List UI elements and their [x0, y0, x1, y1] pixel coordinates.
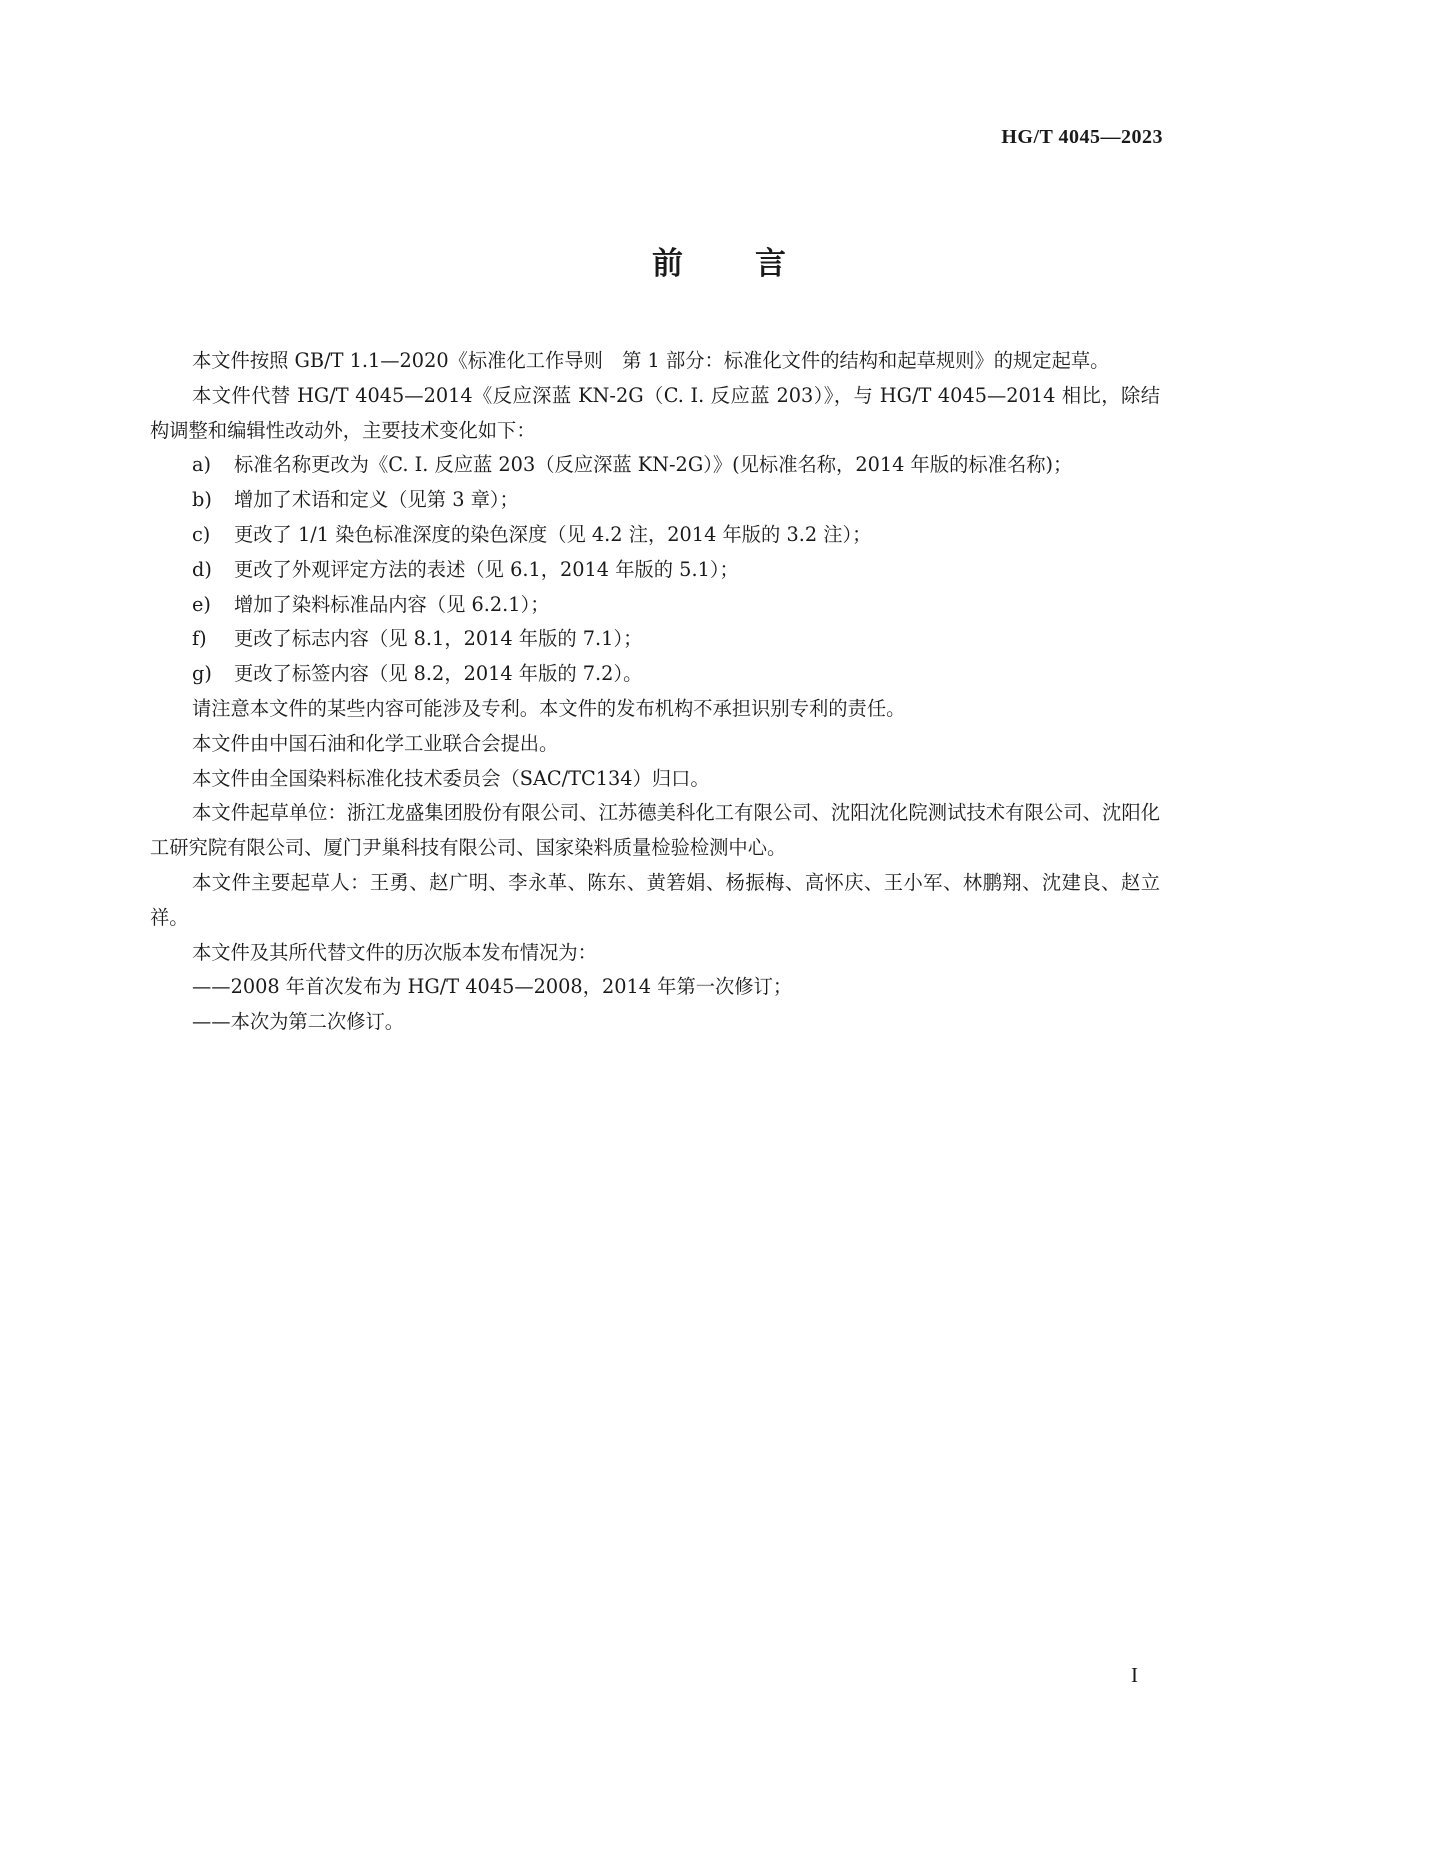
changes-list [150, 448, 1160, 692]
list-item-text: 更改了标签内容（见 8.2，2014 年版的 7.2）。 [234, 662, 643, 686]
history-item: ——本次为第二次修订。 [192, 1010, 405, 1034]
list-item [150, 657, 1160, 692]
list-item [150, 588, 1160, 623]
paragraph-patent-notice: 请注意本文件的某些内容可能涉及专利。本文件的发布机构不承担识别专利的责任。 [192, 696, 906, 720]
list-item-text: 更改了标志内容（见 8.1，2014 年版的 7.1）； [234, 627, 643, 651]
title-char-2: 言 [755, 246, 786, 282]
preface-body [150, 344, 1160, 1040]
list-item-mark: g) [192, 662, 212, 686]
paragraph-drafting-rules: 本文件按照 GB/T 1.1—2020《标准化工作导则 第 1 部分：标准化文件的结构和起草规则》的规定起草。 [192, 349, 1110, 372]
paragraph-drafting-units: 本文件起草单位：浙江龙盛集团股份有限公司、江苏德美科化工有限公司、沈阳沈化院测试技术有限公司、沈阳化工研究院有限公司、厦门尹巢科技有限公司、国家染料质量检验检测中心。 [150, 801, 1160, 860]
list-item-text: 更改了外观评定方法的表述（见 6.1，2014 年版的 5.1）； [234, 557, 739, 581]
list-item-mark: c) [192, 522, 211, 546]
paragraph-history-intro: 本文件及其所代替文件的历次版本发布情况为： [192, 940, 597, 964]
list-item-text: 增加了染料标准品内容（见 6.2.1）； [234, 592, 550, 616]
history-item: ——2008 年首次发布为 HG/T 4045—2008，2014 年第一次修订； [192, 975, 793, 999]
list-item-mark: e) [192, 592, 211, 616]
list-item-mark: a) [192, 453, 212, 477]
page-number: I [1131, 1663, 1138, 1687]
list-item [150, 518, 1160, 553]
list-item-mark: f) [192, 627, 207, 651]
list-item-text: 增加了术语和定义（见第 3 章）； [234, 488, 519, 512]
list-item [150, 553, 1160, 588]
paragraph-drafters: 本文件主要起草人：王勇、赵广明、李永革、陈东、黄箬娟、杨振梅、高怀庆、王小军、林鹏翔、沈建良、赵立祥。 [150, 870, 1160, 929]
page-title [0, 238, 1438, 283]
list-item-mark: d) [192, 557, 212, 581]
list-item [150, 483, 1160, 518]
title-char-1: 前 [652, 246, 683, 282]
paragraph-proposed-by: 本文件由中国石油和化学工业联合会提出。 [192, 731, 559, 755]
paragraph-replacement: 本文件代替 HG/T 4045—2014《反应深蓝 KN-2G（C. I. 反应蓝 203）》，与 HG/T 4045—2014 相比，除结构调整和编辑性改动外，主要技术变化如下： [150, 383, 1160, 442]
list-item-mark: b) [192, 488, 212, 512]
list-item [150, 448, 1160, 483]
list-item [150, 622, 1160, 657]
list-item-text: 更改了 1/1 染色标准深度的染色深度（见 4.2 注，2014 年版的 3.2 注）； [234, 522, 872, 546]
list-item-text: 标准名称更改为《C. I. 反应蓝 203（反应深蓝 KN-2G）》(见标准名称，2014 年版的标准名称)； [234, 453, 1073, 477]
paragraph-managed-by: 本文件由全国染料标准化技术委员会（SAC/TC134）归口。 [192, 766, 710, 790]
document-code: HG/T 4045—2023 [1001, 126, 1163, 148]
